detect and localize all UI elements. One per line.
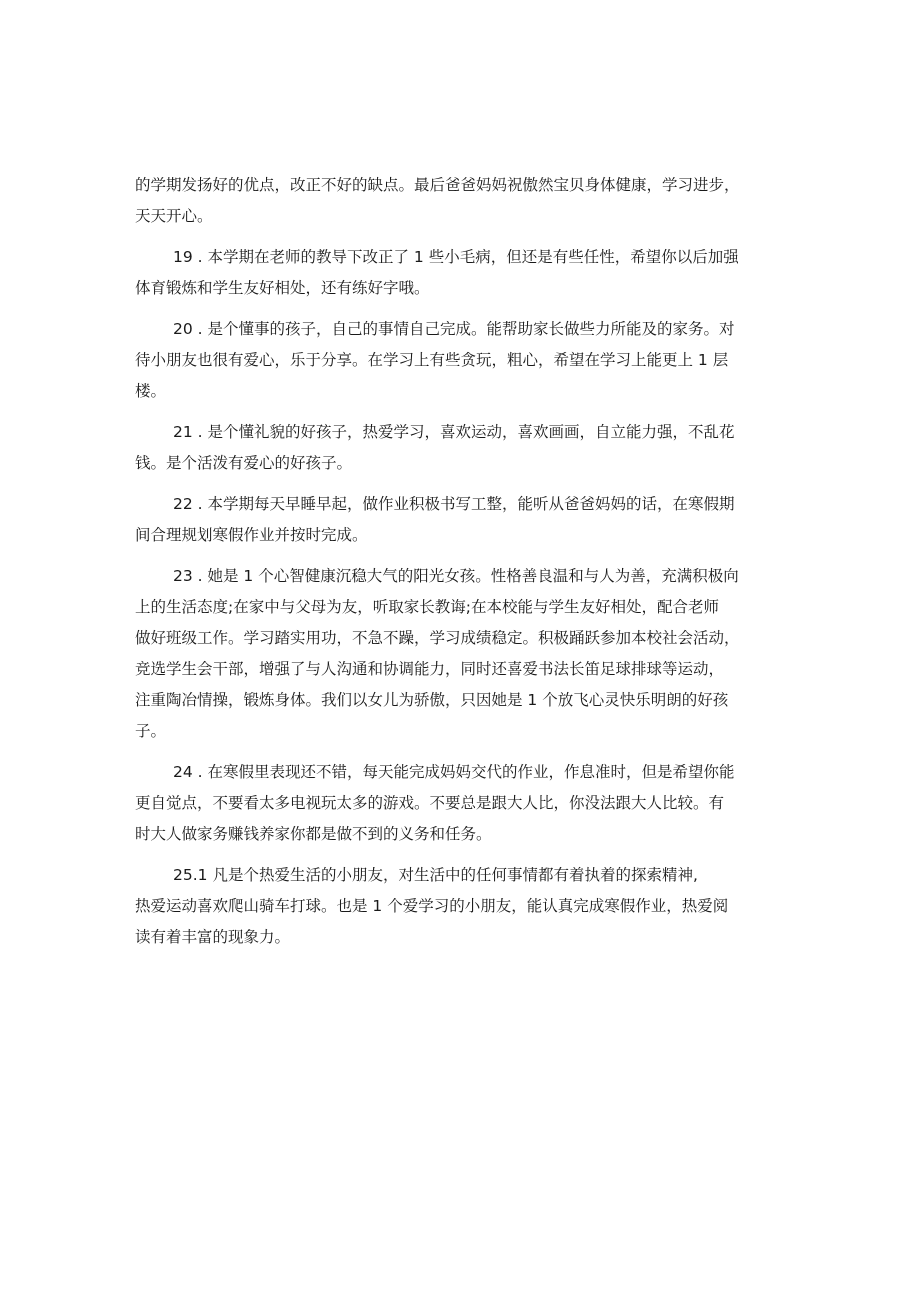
text-line: 时大人做家务赚钱养家你都是做不到的义务和任务。 bbox=[135, 825, 492, 843]
text-line: 子。 bbox=[135, 722, 167, 740]
text-line: 待小朋友也很有爱心，乐于分享。在学习上有些贪玩，粗心，希望在学习上能更上 1 层 bbox=[135, 351, 729, 369]
text-line: 24 . 在寒假里表现还不错，每天能完成妈妈交代的作业，作息准时，但是希望你能 bbox=[173, 763, 735, 781]
paragraph-spacer bbox=[135, 850, 795, 860]
text-line: 做好班级工作。学习踏实用功，不急不躁，学习成绩稳定。积极踊跃参加本校社会活动， bbox=[135, 629, 740, 647]
text-line: 的学期发扬好的优点，改正不好的缺点。最后爸爸妈妈祝傲然宝贝身体健康，学习进步， bbox=[135, 176, 740, 194]
text-line: 热爱运动喜欢爬山骑车打球。也是 1 个爱学习的小朋友，能认真完成寒假作业，热爱阅 bbox=[135, 897, 729, 915]
text-line: 更自觉点，不要看太多电视玩太多的游戏。不要总是跟大人比，你没法跟大人比较。有 bbox=[135, 794, 725, 812]
paragraph-spacer bbox=[135, 304, 795, 314]
text-line: 读有着丰富的现象力。 bbox=[135, 928, 291, 946]
paragraph-spacer bbox=[135, 232, 795, 242]
paragraph-spacer bbox=[135, 479, 795, 489]
text-line: 体育锻炼和学生友好相处，还有练好字哦。 bbox=[135, 279, 430, 297]
text-line: 上的生活态度;在家中与父母为友，听取家长教诲;在本校能与学生友好相处，配合老师 bbox=[135, 598, 719, 616]
text-line: 钱。是个活泼有爱心的好孩子。 bbox=[135, 454, 353, 472]
paragraph-spacer bbox=[135, 747, 795, 757]
text-line: 22 . 本学期每天早睡早起，做作业积极书写工整，能听从爸爸妈妈的话，在寒假期 bbox=[173, 495, 735, 513]
text-line: 间合理规划寒假作业并按时完成。 bbox=[135, 526, 368, 544]
text-line: 25.1 凡是个热爱生活的小朋友，对生活中的任何事情都有着执着的探索精神, bbox=[173, 866, 698, 884]
paragraph-spacer bbox=[135, 551, 795, 561]
text-line: 楼。 bbox=[135, 382, 167, 400]
text-line: 竞选学生会干部，增强了与人沟通和协调能力，同时还喜爱书法长笛足球排球等运动， bbox=[135, 660, 725, 678]
text-line: 21 . 是个懂礼貌的好孩子，热爱学习，喜欢运动，喜欢画画，自立能力强，不乱花 bbox=[173, 423, 735, 441]
text-line: 20 . 是个懂事的孩子，自己的事情自己完成。能帮助家长做些力所能及的家务。对 bbox=[173, 320, 735, 338]
document-body bbox=[135, 170, 795, 953]
text-line: 23 . 她是 1 个心智健康沉稳大气的阳光女孩。性格善良温和与人为善，充满积极向 bbox=[173, 567, 739, 585]
text-line: 天天开心。 bbox=[135, 207, 213, 225]
paragraph-spacer bbox=[135, 407, 795, 417]
text-line: 19 . 本学期在老师的教导下改正了 1 些小毛病，但还是有些任性，希望你以后加强 bbox=[173, 248, 739, 266]
text-line: 注重陶冶情操，锻炼身体。我们以女儿为骄傲，只因她是 1 个放飞心灵快乐明朗的好孩 bbox=[135, 691, 729, 709]
